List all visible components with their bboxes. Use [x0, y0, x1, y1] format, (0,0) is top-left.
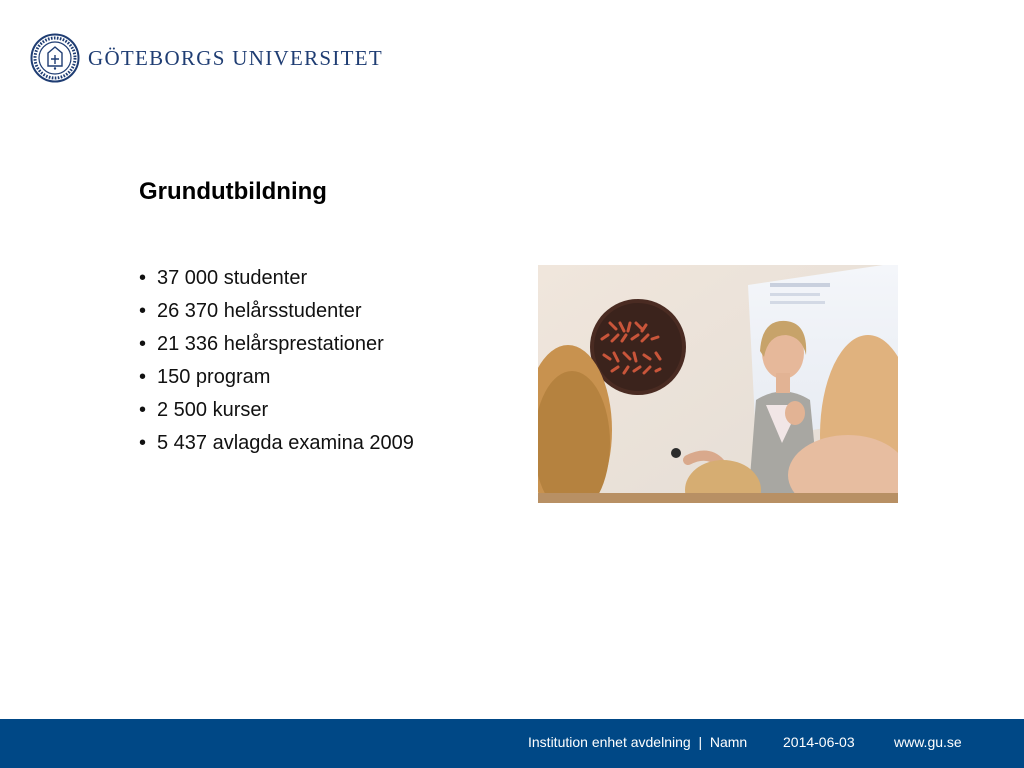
university-logo: [30, 33, 383, 83]
list-item: [139, 262, 414, 295]
bullet-marker: •: [139, 333, 147, 355]
university-seal-icon: [30, 33, 80, 83]
list-item-text: 26 370 helårsstudenter: [157, 300, 362, 322]
bullet-list: [139, 262, 414, 460]
list-item-text: 21 336 helårsprestationer: [157, 333, 384, 355]
lecture-photo-icon: [538, 265, 898, 503]
list-item-text: 37 000 studenter: [157, 267, 308, 289]
bullet-marker: •: [139, 366, 147, 388]
list-item: [139, 328, 414, 361]
list-item-text: 5 437 avlagda examina 2009: [157, 432, 414, 454]
lecture-photo: [538, 265, 898, 503]
list-item: [139, 394, 414, 427]
footer-url-link[interactable]: www.gu.se: [894, 734, 962, 750]
list-item: [139, 361, 414, 394]
footer-institution: Institution enhet avdelning | Namn: [528, 734, 748, 750]
footer-date: 2014-06-03: [783, 734, 855, 750]
slide-title: Grundutbildning: [139, 178, 327, 205]
bullet-marker: •: [139, 267, 147, 289]
list-item: [139, 427, 414, 460]
list-item-text: 150 program: [157, 366, 271, 388]
bullet-marker: •: [139, 432, 147, 454]
university-name: GÖTEBORGS UNIVERSITET: [88, 45, 384, 70]
bullet-marker: •: [139, 399, 147, 421]
bullet-marker: •: [139, 300, 147, 322]
footer-bar: [0, 719, 1024, 768]
list-item: [139, 295, 414, 328]
list-item-text: 2 500 kurser: [157, 399, 269, 421]
